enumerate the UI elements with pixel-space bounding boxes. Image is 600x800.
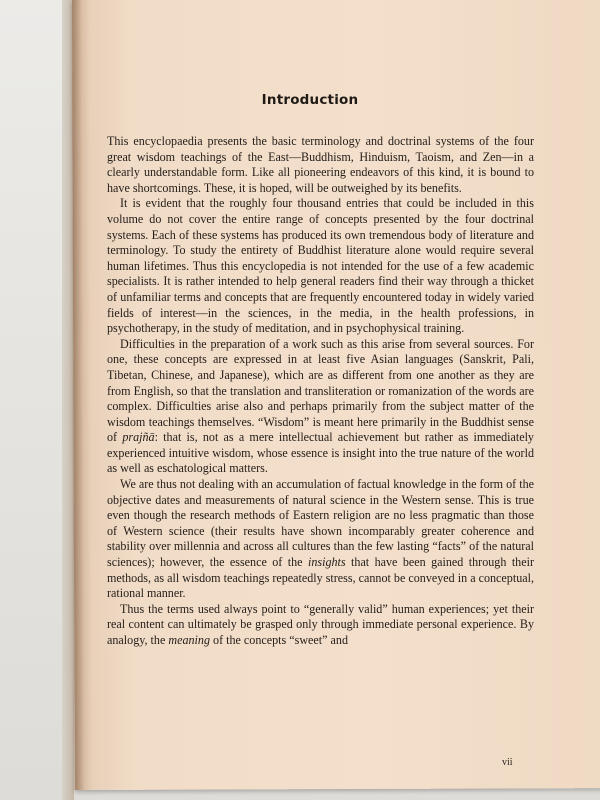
italic-term: prajñā [122, 430, 155, 445]
paragraph [107, 134, 534, 196]
text-run: that have been gained through their methods, as all wisdom teachings repeatedly stress, cannot be conveyed in a conceptual, rational manner. [107, 555, 534, 601]
italic-term: meaning [168, 633, 210, 647]
body-text [107, 134, 534, 649]
paragraph [107, 477, 534, 602]
text-run: Difficulties in the preparation of a work such as this arise from several sources. For one, these concepts are expressed in at least five Asian languages (Sanskrit, Pali, Tibetan, Chinese, and Japanese), which are as different from one another as they are from English, so that the translation and transliteration or romanization of the words are complex. Difficulties arise also and perhaps primarily from the subject matter of the wisdom teachings themselves. “Wisdom” is meant here primarily in the Buddhist sense of [107, 336, 534, 445]
text-run: This encyclopaedia presents the basic terminology and doctrinal systems of the four great wisdom teachings of the East—Buddhism, Hinduism, Taoism, and Zen—in a clearly understandable form. Like all pioneering endeavors of this kind, it is bound to have shortcomings. These, it is hoped, will be outweighed by its benefits. [107, 134, 534, 195]
text-run: It is evident that the roughly four thousand entries that could be included in this volume do not cover the entire range of concepts presented by the four doctrinal systems. Each of these systems has produced its own tremendous body of literature and terminology. To study the entirety of Buddhist literature alone would require several human lifetimes. Thus this encyclopedia is not intended for the use of a few academic specialists. It is rather intended to help general readers find their way through a thicket of unfamiliar terms and concepts that are frequently encountered today in widely varied fields of interest—in the sciences, in the media, in the health professions, in psychotherapy, in the study of meditation, and in psychophysical training. [107, 196, 534, 336]
text-run: We are thus not dealing with an accumulation of factual knowledge in the form of the objective dates and measurements of natural science in the Western sense. This is true even though the research methods of Eastern religion are no less pragmatic than those of Western science (their results have shown incomparably greater coherence and stability over millennia and across all cultures than the few lasting “facts” of the natural sciences); however, the essence of the [107, 477, 534, 570]
text-run: : that is, not as a mere intellectual achievement but rather as immediately experienced intuitive wisdom, whose essence is insight into the true nature of the world as well as eschatological matters. [107, 430, 534, 476]
spine-shadow [72, 0, 85, 790]
paragraph [107, 196, 534, 336]
page-number: vii [502, 757, 513, 768]
text-run: of the concepts “sweet” and [210, 633, 349, 647]
page-title: Introduction [261, 92, 359, 108]
paragraph [107, 602, 534, 649]
paragraph [107, 337, 534, 477]
text-run: Thus the terms used always point to “generally valid” human experiences; yet their real content can ultimately be grasped only through immediate personal experience. By analogy, the [107, 601, 534, 647]
italic-term: insights [307, 555, 346, 570]
